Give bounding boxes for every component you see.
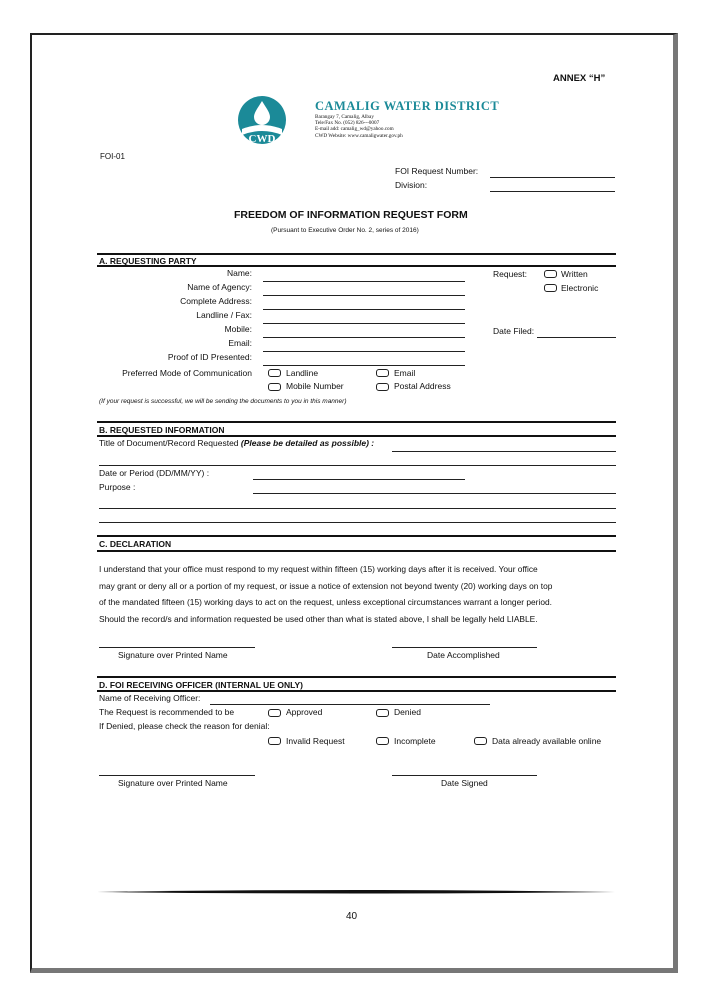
date-accomplished-label: Date Accomplished	[427, 650, 500, 660]
mobile-number-option-label: Mobile Number	[286, 381, 344, 391]
agency-label: Name of Agency:	[187, 282, 252, 292]
data-available-online-checkbox[interactable]	[474, 737, 487, 745]
page-number: 40	[346, 911, 358, 922]
written-option-label: Written	[561, 269, 588, 279]
data-available-online-option-label: Data already available online	[492, 736, 602, 746]
title-doc-field-line-2[interactable]	[99, 465, 616, 466]
division-field[interactable]	[490, 191, 615, 192]
date-filed-field[interactable]	[537, 337, 616, 338]
section-d-top-rule	[97, 676, 616, 678]
mobile-label: Mobile:	[224, 324, 252, 334]
section-b-title: B. REQUESTED INFORMATION	[99, 425, 225, 435]
title-doc-label-text: Title of Document/Record Requested	[99, 438, 239, 448]
date-signed-label: Date Signed	[441, 778, 488, 788]
declaration-line-1: I understand that your office must respond to my request within fifteen (15) working days after it is received. Your office	[99, 564, 538, 574]
declaration-line-4: Should the record/s and information requested be used other than what is stated above, I shall be legally held LIABLE.	[99, 613, 538, 624]
title-doc-field[interactable]	[392, 451, 616, 452]
section-b-bottom-rule	[97, 435, 616, 437]
postal-address-checkbox[interactable]	[376, 383, 389, 391]
denied-checkbox[interactable]	[376, 709, 389, 717]
date-filed-label: Date Filed:	[493, 326, 535, 336]
section-a-title: A. REQUESTING PARTY	[99, 256, 197, 266]
section-c-top-rule	[97, 535, 616, 537]
mobile-number-checkbox[interactable]	[268, 383, 281, 391]
section-d-bottom-rule	[97, 690, 616, 692]
landline-fax-label: Landline / Fax:	[196, 310, 252, 320]
declaration-line-2: may grant or deny all or a portion of my request, or issue a notice of extension not beyond twenty (20) working days on top	[99, 580, 553, 591]
written-checkbox[interactable]	[544, 270, 557, 278]
purpose-label: Purpose :	[99, 482, 136, 492]
section-a-bottom-rule	[97, 265, 616, 267]
water-drop-logo-icon	[236, 95, 288, 145]
landline-fax-field[interactable]	[263, 323, 465, 324]
org-website: CWD Website: www.camaligwater.gov.ph	[315, 133, 403, 139]
form-subtitle: (Pursuant to Executive Order No. 2, series of 2016)	[271, 227, 419, 234]
delivery-note: (If your request is successful, we will be sending the documents to you in this manner)	[99, 398, 347, 405]
receiving-officer-field[interactable]	[210, 704, 490, 705]
email-field[interactable]	[263, 351, 465, 352]
date-period-label: Date or Period (DD/MM/YY) :	[99, 468, 210, 478]
incomplete-option-label: Incomplete	[394, 736, 436, 746]
email-label: Email:	[228, 338, 252, 348]
form-code: FOI-01	[100, 152, 125, 161]
incomplete-checkbox[interactable]	[376, 737, 389, 745]
approved-option-label: Approved	[286, 707, 323, 717]
preferred-mode-label: Preferred Mode of Communication	[122, 368, 252, 378]
title-doc-label	[99, 439, 374, 448]
division-label: Division:	[395, 180, 428, 190]
foi-request-number-label: FOI Request Number:	[395, 166, 479, 176]
org-name: CAMALIG WATER DISTRICT	[315, 99, 500, 113]
annex-label: ANNEX “H”	[553, 73, 606, 84]
electronic-checkbox[interactable]	[544, 284, 557, 292]
officer-signature-label: Signature over Printed Name	[118, 778, 228, 788]
email-option-label: Email	[394, 368, 416, 378]
denial-reason-label: If Denied, please check the reason for denial:	[99, 721, 270, 731]
purpose-field-line-2[interactable]	[99, 508, 616, 509]
name-field[interactable]	[263, 281, 465, 282]
page-frame	[30, 33, 678, 973]
org-address: Barangay 7, Camalig, Albay	[315, 114, 374, 120]
purpose-field[interactable]	[253, 493, 616, 494]
declaration-text	[99, 561, 619, 627]
mobile-field[interactable]	[263, 337, 465, 338]
declaration-line-3: of the mandated fifteen (15) working days to act on the request, unless exceptional circumstances warrant a longer period.	[99, 597, 552, 607]
section-d-title: D. FOI RECEIVING OFFICER (INTERNAL UE ONLY)	[99, 680, 304, 690]
org-telefax: Tele/Fax No. (052) 826---0007	[315, 120, 380, 126]
proof-id-field[interactable]	[263, 365, 465, 366]
address-label: Complete Address:	[180, 296, 252, 306]
electronic-option-label: Electronic	[561, 283, 599, 293]
requester-signature-field[interactable]	[99, 647, 255, 648]
address-field[interactable]	[263, 309, 465, 310]
agency-field[interactable]	[263, 295, 465, 296]
date-period-field[interactable]	[253, 479, 465, 480]
requester-signature-label: Signature over Printed Name	[118, 650, 228, 660]
form-title: FREEDOM OF INFORMATION REQUEST FORM	[234, 209, 468, 221]
postal-address-option-label: Postal Address	[394, 381, 451, 391]
invalid-request-option-label: Invalid Request	[286, 736, 345, 746]
foi-request-number-field[interactable]	[490, 177, 615, 178]
request-label: Request:	[493, 269, 528, 279]
section-a-top-rule	[97, 253, 616, 255]
date-accomplished-field[interactable]	[392, 647, 537, 648]
approved-checkbox[interactable]	[268, 709, 281, 717]
landline-checkbox[interactable]	[268, 369, 281, 377]
recommended-label: The Request is recommended to be	[99, 707, 235, 717]
date-signed-field[interactable]	[392, 775, 537, 776]
footer-rule	[97, 888, 615, 896]
invalid-request-checkbox[interactable]	[268, 737, 281, 745]
purpose-field-line-3[interactable]	[99, 522, 616, 523]
section-c-title: C. DECLARATION	[99, 539, 172, 549]
landline-option-label: Landline	[286, 368, 319, 378]
receiving-officer-label: Name of Receiving Officer:	[99, 693, 201, 703]
officer-signature-field[interactable]	[99, 775, 255, 776]
proof-id-label: Proof of ID Presented:	[167, 352, 252, 362]
name-label: Name:	[226, 268, 252, 278]
denied-option-label: Denied	[394, 707, 421, 717]
email-checkbox[interactable]	[376, 369, 389, 377]
section-b-top-rule	[97, 421, 616, 423]
org-email: E-mail add: camalig_wd@yahoo.com	[315, 126, 394, 132]
title-doc-note: (Please be detailed as possible) :	[240, 438, 375, 448]
logo-text: CWD	[248, 133, 276, 145]
section-c-bottom-rule	[97, 550, 616, 552]
